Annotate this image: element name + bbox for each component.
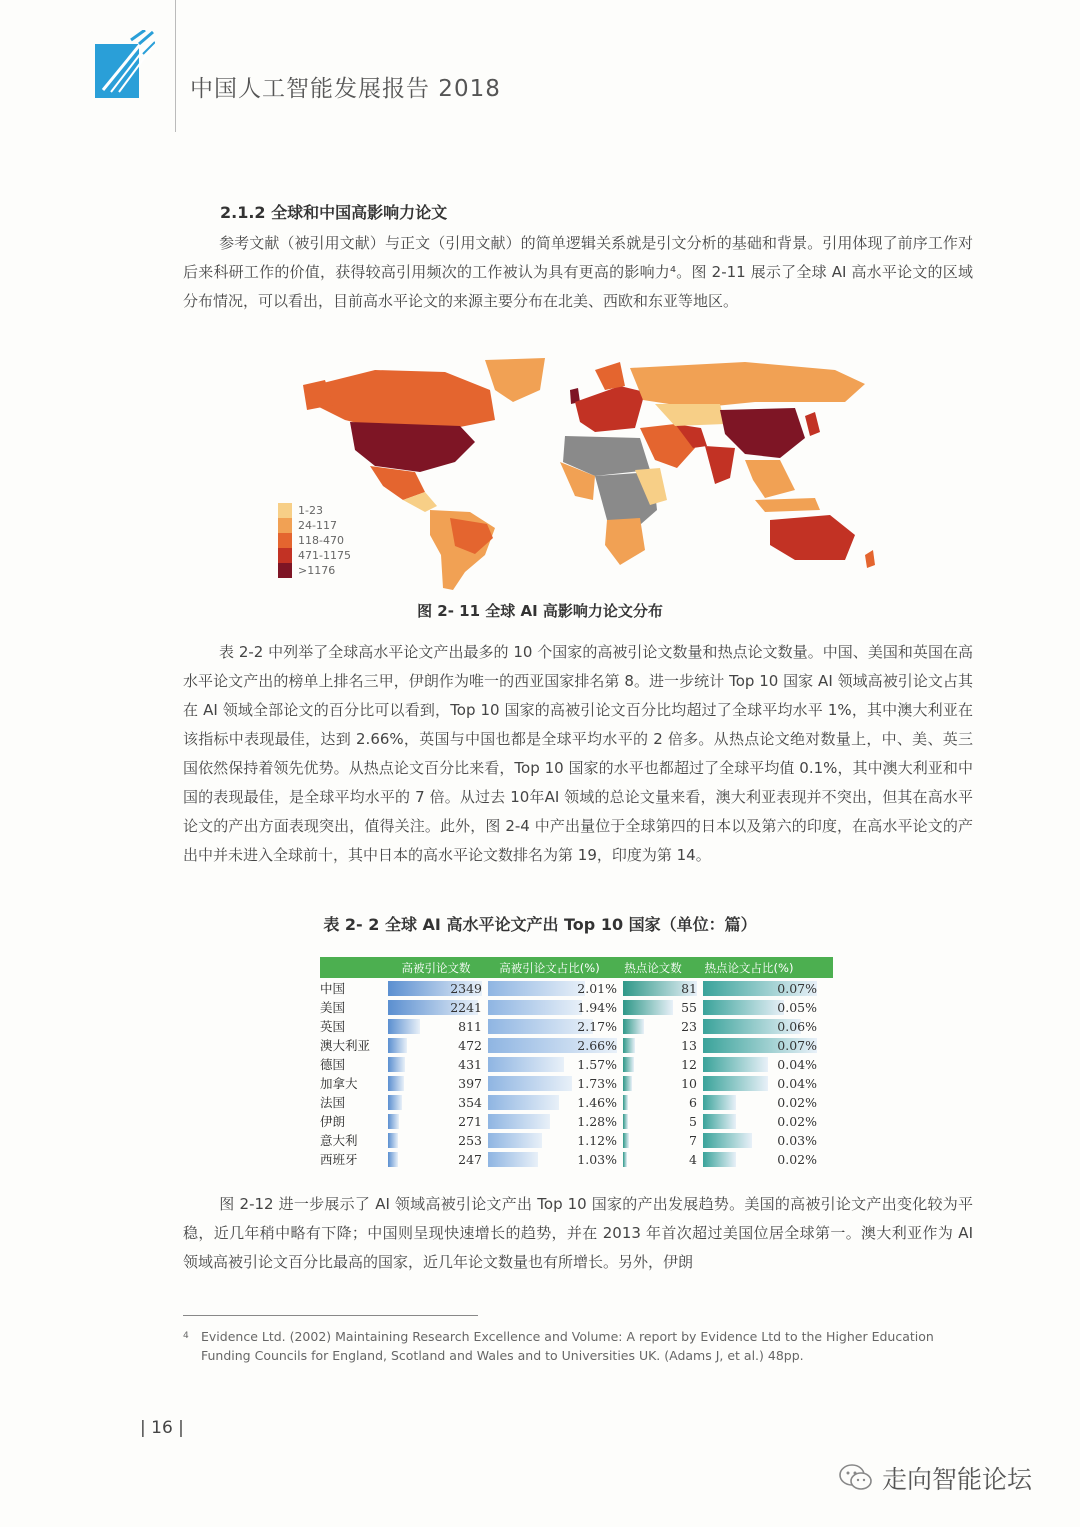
cited-pct-bar	[488, 1152, 538, 1167]
cited-pct-bar	[488, 1133, 542, 1148]
table-row	[320, 1111, 833, 1130]
map-new-zealand	[865, 550, 875, 568]
footnote	[183, 1327, 978, 1365]
cited-pct-cell	[488, 1094, 619, 1110]
cited-count-value: 472	[458, 1037, 482, 1053]
hot-pct-value: 0.04%	[777, 1056, 817, 1072]
legend-item	[278, 548, 351, 563]
legend-label: 471-1175	[298, 549, 351, 562]
footnote-divider	[183, 1315, 478, 1316]
hot-count-bar	[623, 1019, 644, 1034]
map-central-asia	[655, 404, 725, 426]
legend-item	[278, 503, 351, 518]
cited-count-cell	[388, 1151, 484, 1167]
hot-count-value: 81	[681, 980, 697, 996]
cited-pct-value: 1.46%	[577, 1094, 617, 1110]
map-scandinavia	[595, 362, 625, 390]
hot-count-cell	[623, 1113, 699, 1129]
section-title: 2.1.2 全球和中国高影响力论文	[220, 203, 448, 222]
hot-pct-cell	[703, 1151, 819, 1167]
hot-count-bar	[623, 1095, 628, 1110]
map-southeast-asia	[745, 460, 795, 498]
cited-count-value: 253	[458, 1132, 482, 1148]
watermark-text: 走向智能论坛	[882, 1465, 1033, 1494]
hot-count-value: 55	[681, 999, 697, 1015]
cited-pct-cell	[488, 1151, 619, 1167]
paragraph-intro	[183, 229, 973, 316]
cited-count-bar	[388, 1038, 407, 1053]
map-korea-japan	[805, 412, 820, 436]
paragraph-intro-text: 参考文献（被引用文献）与正文（引用文献）的简单逻辑关系就是引文分析的基础和背景。引用体现了前序工作对后来科研工作的价值，获得较高引用频次的工作被认为具有更高的影响力⁴。图 2-11 展示了全球 AI 高水平论文的区域分布情况，可以看出，目前高水平论文的来源主要分布在北美、西欧和东亚等地区。	[183, 234, 973, 310]
hot-count-bar	[623, 1152, 627, 1167]
legend-swatch	[278, 533, 292, 548]
hot-count-value: 10	[681, 1075, 697, 1091]
cited-count-bar	[388, 1114, 399, 1129]
cited-count-bar	[388, 1019, 420, 1034]
cited-count-cell	[388, 999, 484, 1015]
hot-count-value: 23	[681, 1018, 697, 1034]
page-number: | 16 |	[140, 1418, 184, 1438]
cited-pct-cell	[488, 999, 619, 1015]
cited-count-value: 354	[458, 1094, 482, 1110]
figure-caption: 图 2- 11 全球 AI 高影响力论文分布	[417, 602, 663, 620]
cited-pct-bar	[488, 1057, 564, 1072]
hot-count-value: 5	[689, 1113, 697, 1129]
hot-pct-cell	[703, 1094, 819, 1110]
cited-pct-value: 2.01%	[577, 980, 617, 996]
hot-count-cell	[623, 1037, 699, 1053]
hot-pct-bar	[703, 1057, 768, 1072]
hot-count-bar	[623, 1038, 635, 1053]
cited-count-value: 397	[458, 1075, 482, 1091]
cited-count-bar	[388, 1095, 402, 1110]
cited-pct-cell	[488, 1075, 619, 1091]
report-logo	[95, 30, 155, 98]
hot-count-value: 12	[681, 1056, 697, 1072]
header-hot-count: 热点论文数	[624, 960, 682, 975]
table-row	[320, 1149, 833, 1168]
hot-pct-value: 0.05%	[777, 999, 817, 1015]
hot-pct-cell	[703, 1018, 819, 1034]
header-hot-pct: 热点论文占比(%)	[704, 960, 794, 975]
table-row	[320, 1073, 833, 1092]
table-row	[320, 1130, 833, 1149]
cited-count-cell	[388, 1056, 484, 1072]
hot-pct-value: 0.02%	[777, 1113, 817, 1129]
cited-pct-value: 1.73%	[577, 1075, 617, 1091]
hot-count-bar	[623, 1133, 629, 1148]
cited-pct-bar	[488, 981, 585, 996]
legend-swatch	[278, 563, 292, 578]
cited-count-bar	[388, 1057, 405, 1072]
cited-count-value: 271	[458, 1113, 482, 1129]
cited-count-bar	[388, 1076, 404, 1091]
hot-pct-cell	[703, 980, 819, 996]
cited-count-cell	[388, 1018, 484, 1034]
hot-pct-bar	[703, 1133, 752, 1148]
hot-pct-bar	[703, 1000, 784, 1015]
footnote-text: Evidence Ltd. (2002) Maintaining Research Excellence and Volume: A report by Evidence Ltd to the Higher Education Funding Councils for England, Scotland and Wales and to Universities UK. (Adams J, et al.) 48pp.	[201, 1329, 934, 1363]
country-name: 意大利	[320, 1132, 358, 1148]
hot-pct-value: 0.07%	[777, 980, 817, 996]
country-name: 法国	[320, 1094, 346, 1110]
cited-count-value: 2241	[450, 999, 482, 1015]
hot-pct-cell	[703, 1113, 819, 1129]
map-australia	[770, 515, 855, 560]
cited-pct-value: 2.66%	[577, 1037, 617, 1053]
hot-count-cell	[623, 1056, 699, 1072]
cited-pct-bar	[488, 1076, 572, 1091]
hot-count-bar	[623, 1114, 628, 1129]
cited-pct-cell	[488, 980, 619, 996]
hot-pct-bar	[703, 1152, 736, 1167]
legend-swatch	[278, 518, 292, 533]
world-map	[275, 350, 895, 590]
table-row	[320, 1054, 833, 1073]
hot-count-bar	[623, 1057, 634, 1072]
country-name: 英国	[320, 1018, 346, 1034]
report-title: 中国人工智能发展报告 2018	[190, 76, 501, 102]
hot-pct-cell	[703, 999, 819, 1015]
paragraph-trend-text: 图 2-12 进一步展示了 AI 领域高被引论文产出 Top 10 国家的产出发展趋势。美国的高被引论文产出变化较为平稳，近几年稍中略有下降；中国则呈现快速增长的趋势，并在 2013 年首次超过美国位居全球第一。澳大利亚作为 AI 领域高被引论文百分比最高的国家，近几年论文数量也有所增长。另外，伊朗	[183, 1195, 973, 1271]
cited-count-cell	[388, 1113, 484, 1129]
cited-pct-value: 2.17%	[577, 1018, 617, 1034]
table-row	[320, 1016, 833, 1035]
table-row	[320, 1092, 833, 1111]
hot-count-cell	[623, 1151, 699, 1167]
cited-count-cell	[388, 1075, 484, 1091]
hot-pct-value: 0.06%	[777, 1018, 817, 1034]
country-name: 澳大利亚	[320, 1037, 371, 1053]
cited-count-value: 431	[458, 1056, 482, 1072]
cited-pct-cell	[488, 1113, 619, 1129]
hot-pct-cell	[703, 1056, 819, 1072]
cited-count-cell	[388, 1132, 484, 1148]
cited-pct-value: 1.94%	[577, 999, 617, 1015]
cited-count-value: 2349	[450, 980, 482, 996]
cited-count-bar	[388, 1133, 398, 1148]
hot-count-value: 7	[689, 1132, 697, 1148]
top10-table	[320, 957, 833, 1168]
legend-item	[278, 518, 351, 533]
footnote-mark: 4	[183, 1331, 189, 1341]
country-name: 伊朗	[320, 1113, 346, 1129]
hot-count-value: 13	[681, 1037, 697, 1053]
hot-count-cell	[623, 1132, 699, 1148]
hot-pct-cell	[703, 1075, 819, 1091]
country-name: 西班牙	[320, 1151, 358, 1167]
country-name: 加拿大	[320, 1075, 358, 1091]
cited-pct-bar	[488, 1114, 550, 1129]
cited-count-bar	[388, 1152, 398, 1167]
cited-pct-bar	[488, 1000, 582, 1015]
legend-label: 118-470	[298, 534, 344, 547]
cited-pct-value: 1.12%	[577, 1132, 617, 1148]
map-indonesia	[755, 498, 820, 512]
header-cited-count: 高被引论文数	[401, 960, 471, 975]
map-greenland	[485, 358, 545, 402]
map-india	[705, 446, 735, 484]
map-usa	[350, 422, 475, 472]
table-row	[320, 978, 833, 997]
hot-pct-value: 0.07%	[777, 1037, 817, 1053]
watermark	[838, 1460, 1032, 1496]
map-legend	[278, 503, 351, 578]
hot-pct-cell	[703, 1037, 819, 1053]
legend-item	[278, 533, 351, 548]
legend-swatch	[278, 548, 292, 563]
paragraph-analysis-text: 表 2-2 中列举了全球高水平论文产出最多的 10 个国家的高被引论文数量和热点论文数量。中国、美国和英国在高水平论文产出的榜单上排名三甲，伊朗作为唯一的西亚国家排名第 8。进一步统计 Top 10 国家 AI 领域高被引论文占其在 AI 领域全部论文的百分比可以看到，Top 10 国家的高被引论文百分比均超过了全球平均水平 1%，其中澳大利亚在该指标中表现最佳，达到 2.66%，英国与中国也都是全球平均水平的 2 倍多。从热点论文绝对数量上，中、美、英三国依然保持着领先优势。从热点论文百分比来看，Top 10 国家的水平也都超过了全球平均值 0.1%，其中澳大利亚和中国的表现最佳，是全球平均水平的 7 倍。从过去 10年AI 领域的总论文量来看，澳大利亚表现并不突出，但其在高水平论文的产出方面表现突出，值得关注。此外，图 2-4 中产出量位于全球第四的日本以及第六的印度，在高水平论文的产出中并未进入全球前十，其中日本的高水平论文数排名为第 19，印度为第 14。	[183, 643, 973, 864]
wechat-icon	[838, 1463, 874, 1493]
map-russia	[630, 362, 865, 408]
map-southern-africa	[605, 518, 645, 565]
table-row	[320, 997, 833, 1016]
hot-count-cell	[623, 1075, 699, 1091]
hot-pct-bar	[703, 1114, 736, 1129]
hot-count-bar	[623, 1076, 632, 1091]
legend-item	[278, 563, 351, 578]
cited-pct-bar	[488, 1095, 559, 1110]
hot-pct-value: 0.02%	[777, 1094, 817, 1110]
legend-label: >1176	[298, 564, 336, 577]
hot-count-bar	[623, 1000, 673, 1015]
cited-pct-value: 1.57%	[577, 1056, 617, 1072]
hot-pct-bar	[703, 1076, 768, 1091]
country-name: 中国	[320, 980, 346, 996]
country-name: 德国	[320, 1056, 346, 1072]
cited-pct-cell	[488, 1037, 619, 1053]
hot-pct-cell	[703, 1132, 819, 1148]
cited-pct-cell	[488, 1018, 619, 1034]
paragraph-analysis	[183, 638, 973, 870]
cited-pct-cell	[488, 1132, 619, 1148]
country-name: 美国	[320, 999, 346, 1015]
header-divider	[175, 0, 176, 132]
hot-pct-value: 0.02%	[777, 1151, 817, 1167]
hot-count-cell	[623, 980, 699, 996]
hot-count-cell	[623, 1094, 699, 1110]
map-canada	[315, 370, 495, 430]
table-row	[320, 1035, 833, 1054]
map-europe	[575, 386, 645, 432]
legend-label: 24-117	[298, 519, 337, 532]
cited-count-value: 247	[458, 1151, 482, 1167]
table-caption: 表 2- 2 全球 AI 高水平论文产出 Top 10 国家（单位：篇）	[323, 915, 757, 934]
hot-pct-value: 0.03%	[777, 1132, 817, 1148]
hot-count-cell	[623, 999, 699, 1015]
paragraph-trend	[183, 1190, 973, 1277]
cited-count-value: 811	[458, 1018, 482, 1034]
legend-swatch	[278, 503, 292, 518]
cited-count-cell	[388, 1037, 484, 1053]
cited-count-cell	[388, 1094, 484, 1110]
legend-label: 1-23	[298, 504, 323, 517]
cited-pct-value: 1.03%	[577, 1151, 617, 1167]
table-body	[320, 978, 833, 1168]
hot-count-value: 4	[689, 1151, 697, 1167]
cited-count-cell	[388, 980, 484, 996]
hot-count-value: 6	[689, 1094, 697, 1110]
hot-count-cell	[623, 1018, 699, 1034]
header-cited-pct: 高被引论文占比(%)	[499, 960, 600, 975]
table-header	[320, 957, 833, 978]
hot-pct-bar	[703, 1095, 736, 1110]
cited-pct-value: 1.28%	[577, 1113, 617, 1129]
cited-pct-cell	[488, 1056, 619, 1072]
hot-pct-value: 0.04%	[777, 1075, 817, 1091]
